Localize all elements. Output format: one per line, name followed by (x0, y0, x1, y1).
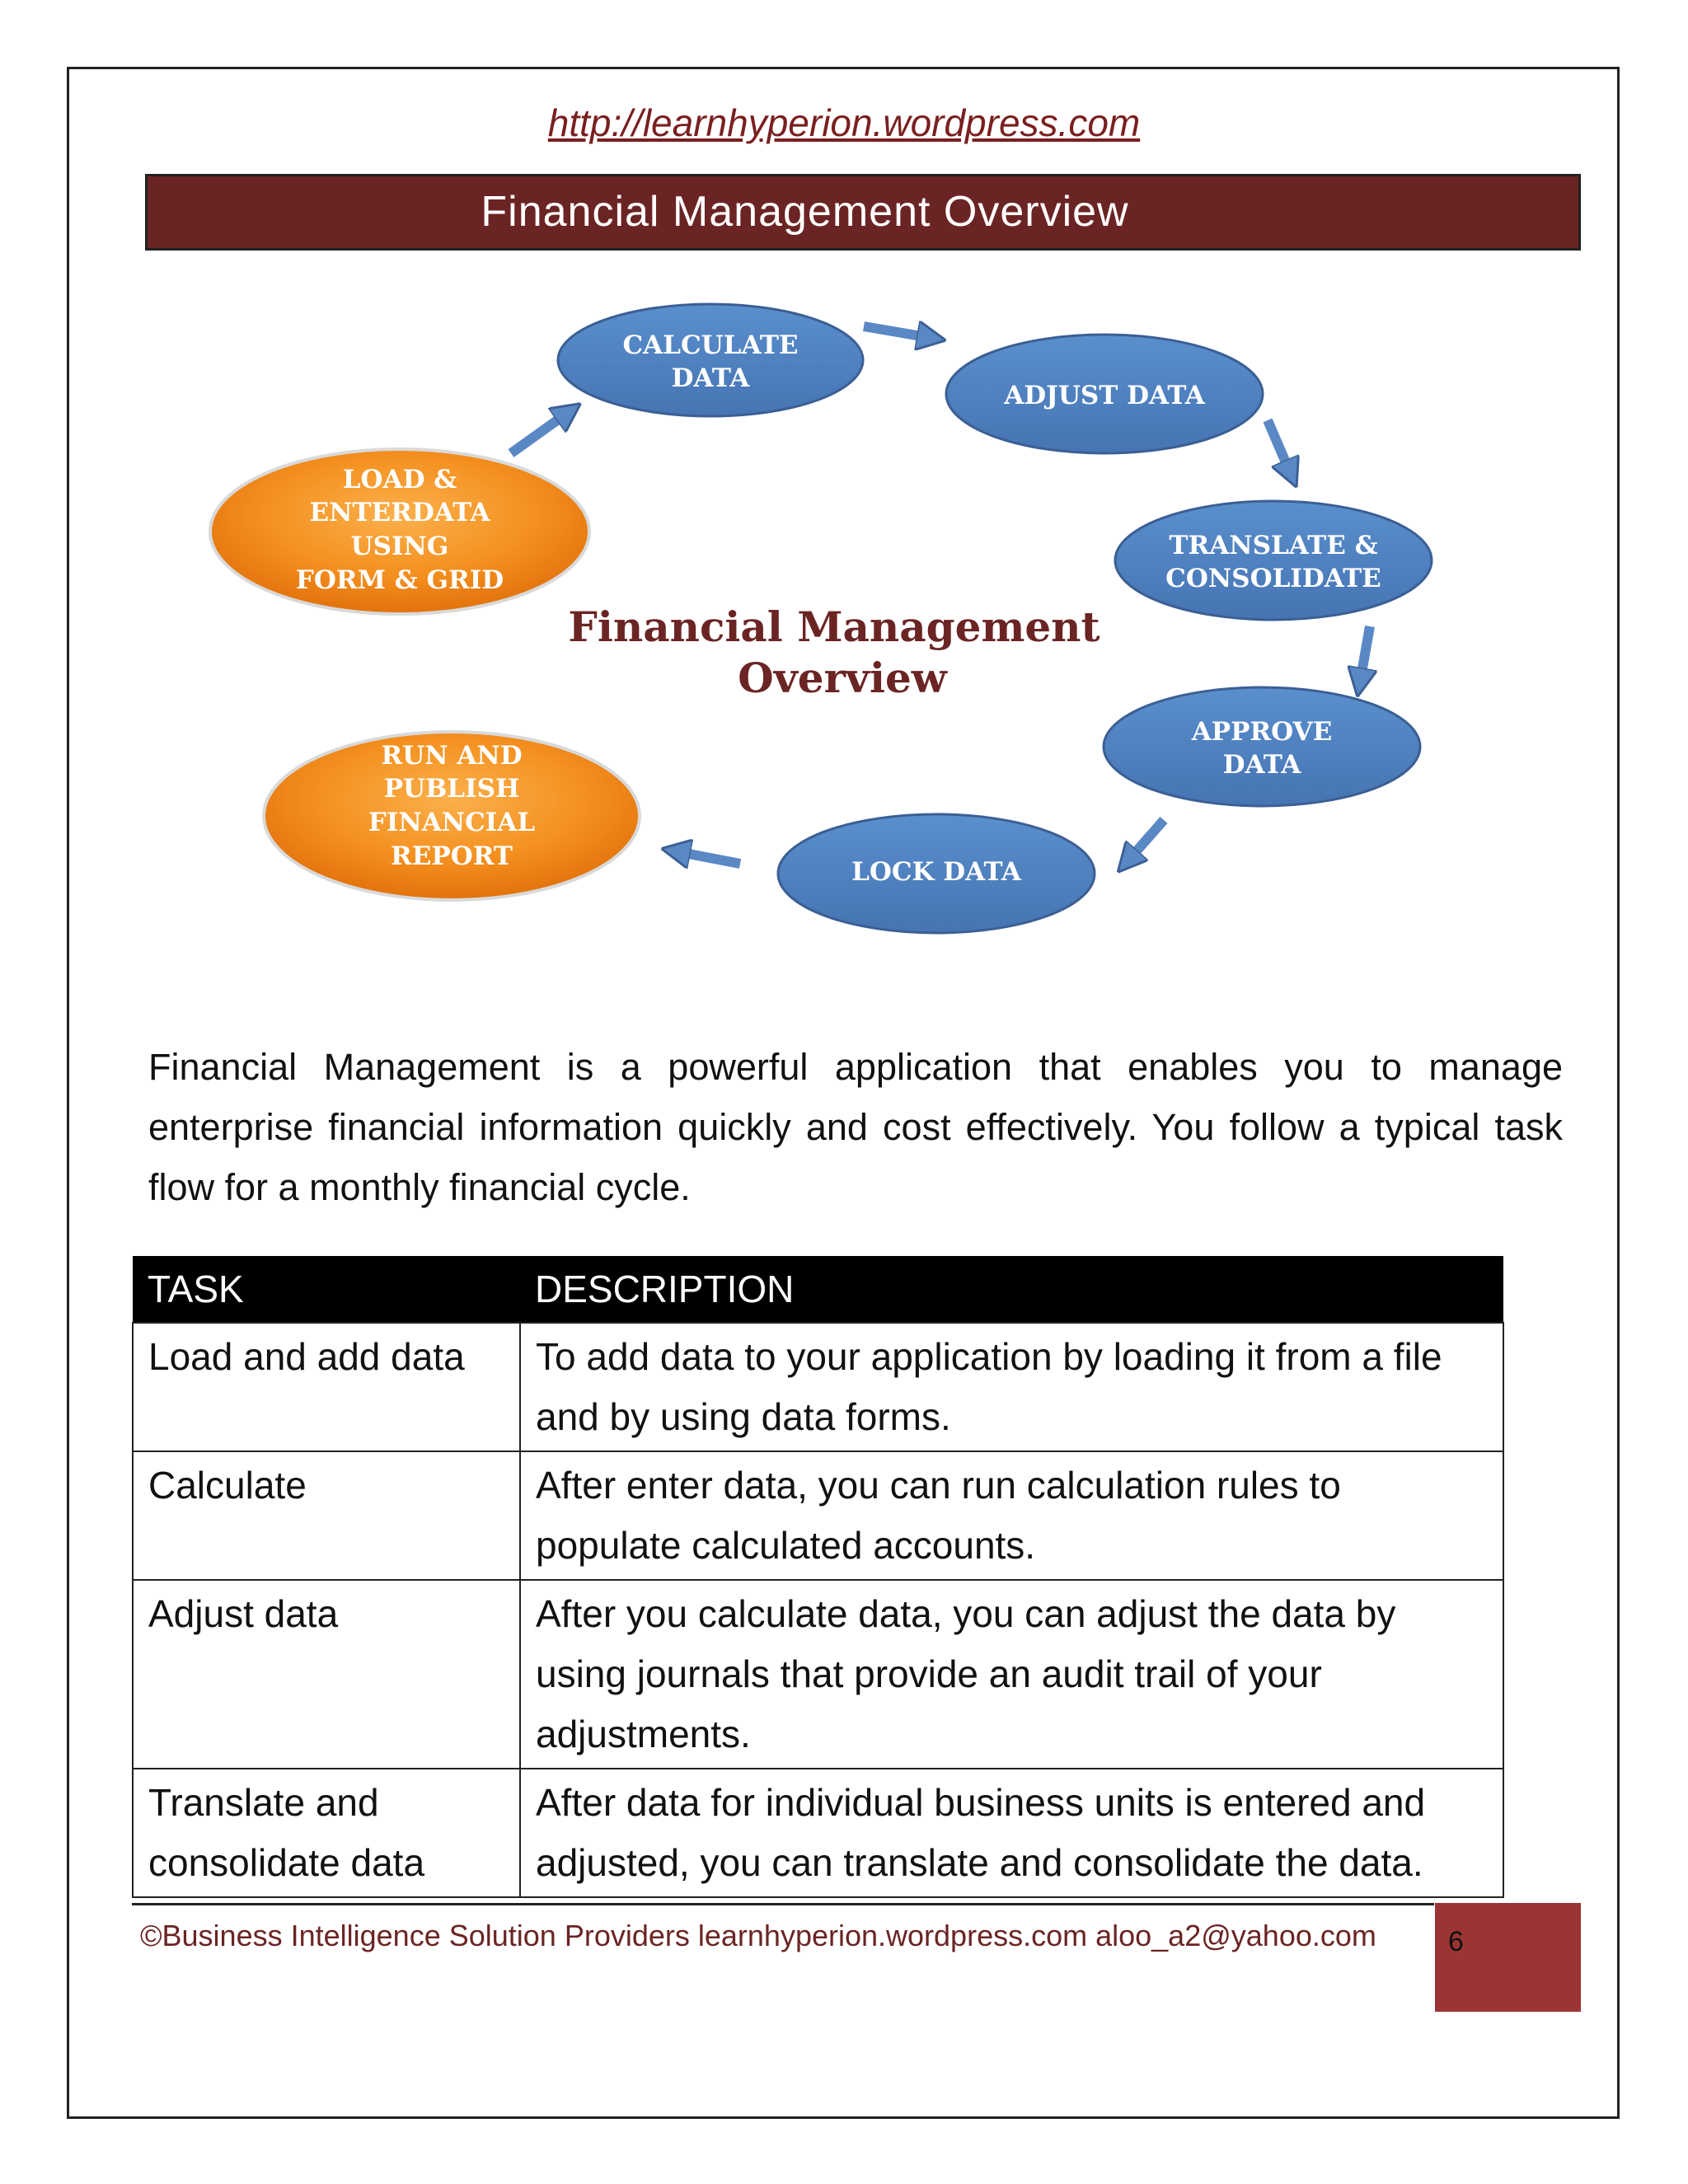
overview-diagram (0, 0, 1688, 1030)
node-calculate-data-label-1: CALCULATE (622, 330, 799, 360)
arrow-adjust-to-translate (1268, 420, 1291, 474)
node-lock-data-label: LOCK DATA (851, 857, 1021, 887)
node-report-label-1: RUN AND (381, 741, 523, 771)
node-report-label-3: FINANCIAL (368, 808, 536, 837)
table-row (133, 1769, 1503, 1897)
description-cell: To add data to your application by loading it from a file and by using data forms. (520, 1323, 1503, 1451)
node-lock-data (778, 814, 1095, 933)
page-number: 6 (1448, 1926, 1464, 1957)
table-header-row (133, 1256, 1503, 1323)
node-load-label-3: USING (350, 532, 449, 561)
page-number-box (1435, 1903, 1581, 2012)
node-run-publish-report (264, 732, 640, 900)
table-row (133, 1580, 1503, 1769)
node-adjust-data-label: ADJUST DATA (1004, 381, 1205, 410)
diagram-center-title-2: Overview (738, 654, 947, 702)
page-title: Financial Management Overview (481, 188, 1129, 236)
arrow-approve-to-lock (1128, 820, 1164, 861)
node-adjust-data (946, 335, 1263, 453)
description-cell: After you calculate data, you can adjust the data by using journals that provide an audit trail of your adjustments. (520, 1580, 1503, 1769)
node-translate-consolidate (1115, 501, 1432, 620)
node-load-label-1: LOAD & (342, 465, 457, 494)
task-cell: Calculate (133, 1451, 520, 1580)
node-approve-data (1104, 687, 1420, 806)
node-translate-label-1: TRANSLATE & (1169, 531, 1378, 560)
table-row (133, 1451, 1503, 1580)
task-table (132, 1256, 1504, 1898)
node-load-label-2: ENTERDATA (309, 498, 490, 527)
header-url-link[interactable]: http://learnhyperion.wordpress.com (547, 101, 1141, 144)
node-load-label-4: FORM & GRID (295, 565, 504, 595)
node-load-enter-data (210, 449, 589, 614)
arrow-translate-to-approve (1360, 626, 1370, 682)
footer-text: ©Business Intelligence Solution Providers learnhyperion.wordpress.com aloo_a2@yahoo.com (140, 1919, 1376, 1952)
task-cell: Adjust data (133, 1580, 520, 1769)
description-cell: After data for individual business units is entered and adjusted, you can translate and consolidate the data. (520, 1769, 1503, 1897)
node-approve-label-2: DATA (1222, 750, 1301, 780)
arrow-lock-to-report (676, 851, 740, 864)
arrow-calculate-to-adjust (864, 326, 931, 338)
node-report-label-4: REPORT (391, 841, 513, 871)
node-calculate-data-label-2: DATA (671, 363, 750, 393)
table-header-description: DESCRIPTION (520, 1256, 1503, 1323)
node-calculate-data (558, 304, 863, 416)
node-report-label-2: PUBLISH (383, 774, 520, 804)
task-cell: Translate and consolidate data (133, 1769, 520, 1897)
task-cell: Load and add data (133, 1323, 520, 1451)
table-header-task: TASK (133, 1256, 520, 1323)
node-approve-label-1: APPROVE (1191, 717, 1333, 747)
arrow-load-to-calculate (511, 412, 569, 453)
footer-divider (132, 1903, 1434, 1905)
diagram-center-title-1: Financial Management (568, 602, 1100, 651)
table-row (133, 1323, 1503, 1451)
intro-paragraph: Financial Management is a powerful application that enables you to manage enterprise financial information quickly and cost effectively. You follow a typical task flow for a monthly financial cycle. (148, 1046, 1563, 1208)
node-translate-label-2: CONSOLIDATE (1165, 564, 1381, 593)
description-cell: After enter data, you can run calculation rules to populate calculated accounts. (520, 1451, 1503, 1580)
